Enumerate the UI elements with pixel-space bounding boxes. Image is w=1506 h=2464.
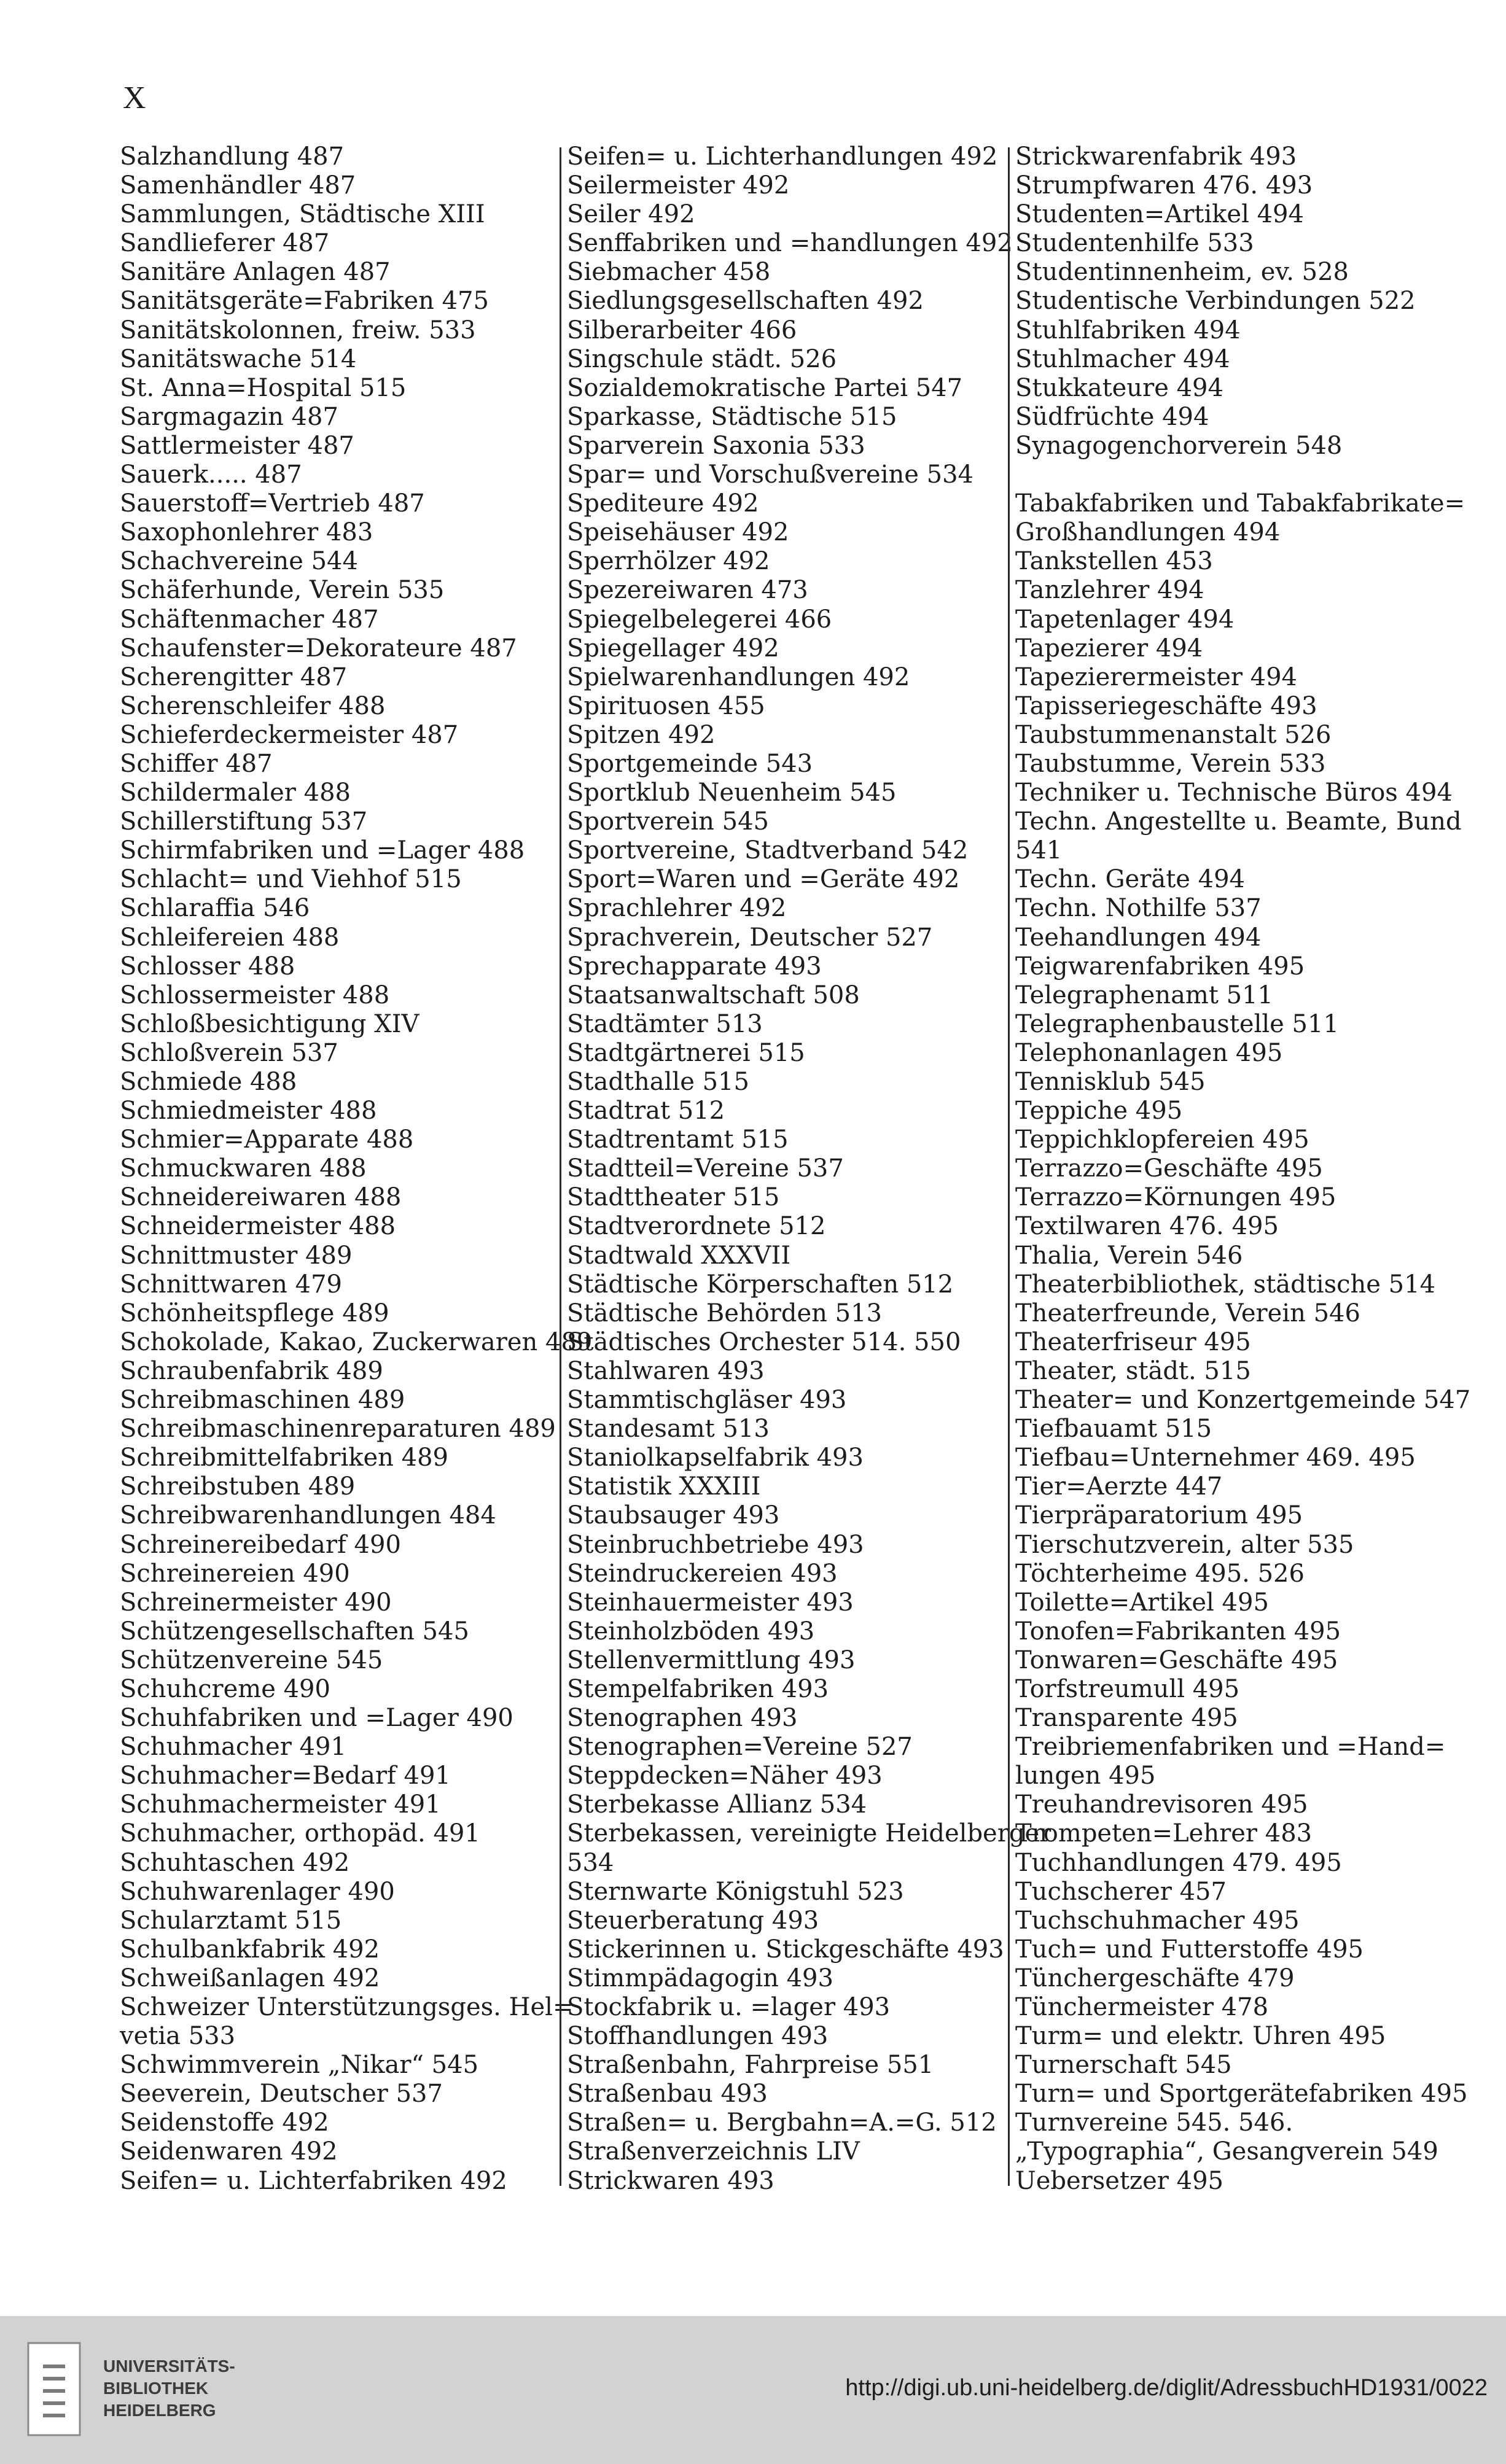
index-entry: Schwimmverein „Nikar“ 545 bbox=[120, 2051, 479, 2080]
index-entry: Strumpfwaren 476. 493 bbox=[1015, 171, 1313, 200]
index-entry: Südfrüchte 494 bbox=[1015, 402, 1209, 431]
index-entry: Seifen= u. Lichterfabriken 492 bbox=[120, 2166, 507, 2195]
index-entry: Sperrhölzer 492 bbox=[567, 547, 770, 576]
index-entry: Staubsauger 493 bbox=[567, 1501, 780, 1530]
index-column-3 bbox=[1015, 142, 1486, 2193]
index-entry: Trompeten=Lehrer 483 bbox=[1015, 1819, 1313, 1848]
index-entry: Standesamt 513 bbox=[567, 1415, 770, 1444]
index-entry: Sportverein 545 bbox=[567, 807, 769, 836]
index-entry: Steuerberatung 493 bbox=[567, 1906, 819, 1935]
index-entry: Schuhwarenlager 490 bbox=[120, 1877, 395, 1906]
index-entry: Schuhmacher=Bedarf 491 bbox=[120, 1762, 451, 1790]
index-entry: Seilermeister 492 bbox=[567, 171, 790, 200]
index-entry: Großhandlungen 494 bbox=[1015, 518, 1281, 547]
index-entry: Straßenverzeichnis LIV bbox=[567, 2137, 860, 2166]
index-entry: Stadtrentamt 515 bbox=[567, 1125, 789, 1154]
index-entry: Schiffer 487 bbox=[120, 749, 273, 778]
index-entry: Stellenvermittlung 493 bbox=[567, 1646, 856, 1674]
index-entry: Schlossermeister 488 bbox=[120, 981, 390, 1009]
index-entry: Teigwarenfabriken 495 bbox=[1015, 952, 1305, 981]
index-entry: Schreibwarenhandlungen 484 bbox=[120, 1501, 496, 1530]
index-entry: Spirituosen 455 bbox=[567, 691, 765, 720]
index-entry: Singschule städt. 526 bbox=[567, 344, 837, 373]
index-entry: Theater= und Konzertgemeinde 547 bbox=[1015, 1386, 1471, 1415]
index-entry: Schneidermeister 488 bbox=[120, 1212, 396, 1241]
index-entry: Teppiche 495 bbox=[1015, 1097, 1183, 1125]
index-entry: Städtische Körperschaften 512 bbox=[567, 1270, 954, 1299]
index-entry: Städtische Behörden 513 bbox=[567, 1299, 883, 1327]
index-entry: Seeverein, Deutscher 537 bbox=[120, 2080, 443, 2108]
index-entry: Schillerstiftung 537 bbox=[120, 807, 368, 836]
index-entry: Tierschutzverein, alter 535 bbox=[1015, 1530, 1354, 1559]
index-entry: Schlaraffia 546 bbox=[120, 894, 310, 923]
index-entry: Schreibmittelfabriken 489 bbox=[120, 1444, 448, 1472]
index-entry: Stempelfabriken 493 bbox=[567, 1674, 829, 1703]
index-entry: Schokolade, Kakao, Zuckerwaren 489 bbox=[120, 1327, 593, 1356]
index-entry: Schützengesellschaften 545 bbox=[120, 1617, 469, 1646]
index-entry: Tennisklub 545 bbox=[1015, 1068, 1206, 1096]
index-entry: Schularztamt 515 bbox=[120, 1906, 342, 1935]
index-entry: Techn. Nothilfe 537 bbox=[1015, 894, 1262, 923]
index-entry: Teehandlungen 494 bbox=[1015, 923, 1262, 952]
index-entry: Turnerschaft 545 bbox=[1015, 2051, 1232, 2080]
index-entry: Tuchschuhmacher 495 bbox=[1015, 1906, 1300, 1935]
index-entry: Strickwaren 493 bbox=[567, 2166, 774, 2195]
index-entry: Sportvereine, Stadtverband 542 bbox=[567, 836, 969, 865]
index-entry: Schmiedmeister 488 bbox=[120, 1097, 377, 1125]
index-entry: Taubstummenanstalt 526 bbox=[1015, 720, 1332, 749]
index-entry: Speisehäuser 492 bbox=[567, 518, 789, 547]
index-entry: Turm= und elektr. Uhren 495 bbox=[1015, 2022, 1386, 2051]
index-entry: Techn. Geräte 494 bbox=[1015, 865, 1246, 894]
index-entry: Steindruckereien 493 bbox=[567, 1559, 838, 1588]
index-entry: Telegraphenamt 511 bbox=[1015, 981, 1273, 1009]
index-entry: Schmier=Apparate 488 bbox=[120, 1125, 414, 1154]
index-entry: Uebersetzer 495 bbox=[1015, 2166, 1223, 2195]
index-entry: Silberarbeiter 466 bbox=[567, 316, 797, 344]
index-entry: Spediteure 492 bbox=[567, 489, 759, 518]
index-entry: Sprechapparate 493 bbox=[567, 952, 822, 981]
page-number: X bbox=[123, 80, 147, 115]
index-entry: Theaterfreunde, Verein 546 bbox=[1015, 1299, 1360, 1327]
index-entry: Tierpräparatorium 495 bbox=[1015, 1501, 1303, 1530]
index-entry: Stenographen 493 bbox=[567, 1704, 798, 1733]
index-entry: Sanitätsgeräte=Fabriken 475 bbox=[120, 287, 489, 316]
index-entry: Töchterheime 495. 526 bbox=[1015, 1559, 1305, 1588]
index-entry: Spezereiwaren 473 bbox=[567, 576, 808, 605]
index-entry: Tuchscherer 457 bbox=[1015, 1877, 1227, 1906]
index-entry: Schleifereien 488 bbox=[120, 923, 340, 952]
index-entry: Sandlieferer 487 bbox=[120, 229, 330, 258]
index-entry: Schraubenfabrik 489 bbox=[120, 1356, 383, 1385]
index-entry: Theaterbibliothek, städtische 514 bbox=[1015, 1270, 1436, 1299]
index-entry: Tonwaren=Geschäfte 495 bbox=[1015, 1646, 1338, 1674]
index-entry: Studentinnenheim, ev. 528 bbox=[1015, 258, 1349, 287]
index-entry: Turn= und Sportgerätefabriken 495 bbox=[1015, 2080, 1468, 2108]
index-entry: Thalia, Verein 546 bbox=[1015, 1241, 1243, 1270]
index-entry: Stadtgärtnerei 515 bbox=[567, 1038, 805, 1067]
index-entry: Stoffhandlungen 493 bbox=[567, 2022, 829, 2051]
index-entry: Sozialdemokratische Partei 547 bbox=[567, 373, 963, 402]
index-entry: Siedlungsgesellschaften 492 bbox=[567, 287, 924, 316]
index-entry: Theater, städt. 515 bbox=[1015, 1356, 1251, 1385]
index-entry: Spar= und Vorschußvereine 534 bbox=[567, 461, 973, 489]
index-entry: vetia 533 bbox=[120, 2022, 236, 2051]
index-entry: Scherenschleifer 488 bbox=[120, 691, 386, 720]
index-entry: Schildermaler 488 bbox=[120, 779, 351, 807]
library-logo-icon bbox=[17, 2334, 91, 2445]
index-entry: Stadtrat 512 bbox=[567, 1097, 725, 1125]
index-entry: Schloßverein 537 bbox=[120, 1038, 338, 1067]
index-entry: Stockfabrik u. =lager 493 bbox=[567, 1993, 891, 2021]
index-entry: Schreibmaschinen 489 bbox=[120, 1386, 405, 1415]
index-entry: Stukkateure 494 bbox=[1015, 373, 1223, 402]
index-entry: Schnittmuster 489 bbox=[120, 1241, 353, 1270]
index-entry: Stadtverordnete 512 bbox=[567, 1212, 826, 1241]
index-entry: Tuch= und Futterstoffe 495 bbox=[1015, 1935, 1364, 1964]
index-entry: Schreinermeister 490 bbox=[120, 1588, 392, 1617]
index-entry: Stammtischgläser 493 bbox=[567, 1386, 847, 1415]
index-entry: Terrazzo=Geschäfte 495 bbox=[1015, 1154, 1323, 1183]
index-entry: Schuhmachermeister 491 bbox=[120, 1790, 441, 1819]
index-entry: Staatsanwaltschaft 508 bbox=[567, 981, 860, 1009]
index-entry: Tiefbau=Unternehmer 469. 495 bbox=[1015, 1444, 1416, 1472]
index-entry: Schweißanlagen 492 bbox=[120, 1964, 380, 1992]
index-entry: Schützenvereine 545 bbox=[120, 1646, 383, 1674]
index-entry: Schlacht= und Viehhof 515 bbox=[120, 865, 462, 894]
index-entry: Taubstumme, Verein 533 bbox=[1015, 749, 1326, 778]
index-entry: Theaterfriseur 495 bbox=[1015, 1327, 1251, 1356]
index-entry: Schneidereiwaren 488 bbox=[120, 1183, 402, 1212]
index-entry: Spielwarenhandlungen 492 bbox=[567, 663, 910, 691]
index-entry: Siebmacher 458 bbox=[567, 258, 771, 287]
index-entry: Stimmpädagogin 493 bbox=[567, 1964, 833, 1992]
index-entry: Sterbekassen, vereinigte Heidelberger bbox=[567, 1819, 1051, 1848]
index-entry: Schweizer Unterstützungsges. Hel= bbox=[120, 1993, 574, 2021]
index-entry: Schuhtaschen 492 bbox=[120, 1848, 350, 1877]
index-entry: Sterbekasse Allianz 534 bbox=[567, 1790, 867, 1819]
index-entry: Samenhändler 487 bbox=[120, 171, 356, 200]
index-entry: Schuhmacher 491 bbox=[120, 1733, 346, 1762]
index-entry: Senffabriken und =handlungen 492 bbox=[567, 229, 1013, 258]
index-entry: Scherengitter 487 bbox=[120, 663, 348, 691]
library-name bbox=[103, 2355, 235, 2422]
index-entry: Tünchergeschäfte 479 bbox=[1015, 1964, 1295, 1992]
index-entry: Schäferhunde, Verein 535 bbox=[120, 576, 445, 605]
index-entry: Sauerk..... 487 bbox=[120, 461, 302, 489]
index-entry: Torfstreumull 495 bbox=[1015, 1674, 1240, 1703]
index-entry: Synagogenchorverein 548 bbox=[1015, 431, 1343, 460]
index-entry: Schlosser 488 bbox=[120, 952, 295, 981]
index-entry: Tiefbauamt 515 bbox=[1015, 1415, 1212, 1444]
index-entry: Spiegellager 492 bbox=[567, 634, 779, 663]
index-entry: Seidenstoffe 492 bbox=[120, 2108, 329, 2137]
index-entry: Sparverein Saxonia 533 bbox=[567, 431, 865, 460]
index-entry: Schmuckwaren 488 bbox=[120, 1154, 367, 1183]
index-entry: Schieferdeckermeister 487 bbox=[120, 720, 459, 749]
index-entry: Schuhmacher, orthopäd. 491 bbox=[120, 1819, 480, 1848]
index-entry: Sanitäre Anlagen 487 bbox=[120, 258, 391, 287]
index-entry: Sargmagazin 487 bbox=[120, 402, 338, 431]
index-entry: Straßenbau 493 bbox=[567, 2080, 768, 2108]
index-entry: Sprachlehrer 492 bbox=[567, 894, 787, 923]
index-entry: Stadtwald XXXVII bbox=[567, 1241, 791, 1270]
index-entry: Seifen= u. Lichterhandlungen 492 bbox=[567, 142, 998, 171]
index-entry: Toilette=Artikel 495 bbox=[1015, 1588, 1269, 1617]
library-footer bbox=[0, 2316, 1506, 2464]
index-entry: Stahlwaren 493 bbox=[567, 1356, 765, 1385]
library-name-line: HEIDELBERG bbox=[103, 2401, 216, 2420]
index-entry: Tünchermeister 478 bbox=[1015, 1993, 1269, 2021]
index-entry: Sattlermeister 487 bbox=[120, 431, 354, 460]
index-entry: Tapezierermeister 494 bbox=[1015, 663, 1298, 691]
index-entry: Stickerinnen u. Stickgeschäfte 493 bbox=[567, 1935, 1004, 1964]
index-entry: Stadtteil=Vereine 537 bbox=[567, 1154, 844, 1183]
index-entry: 534 bbox=[567, 1848, 614, 1877]
index-entry: Staniolkapselfabrik 493 bbox=[567, 1444, 864, 1472]
index-entry: Schaufenster=Dekorateure 487 bbox=[120, 634, 517, 663]
index-entry: Transparente 495 bbox=[1015, 1704, 1238, 1733]
index-entry: Sport=Waren und =Geräte 492 bbox=[567, 865, 960, 894]
index-entry: Sparkasse, Städtische 515 bbox=[567, 402, 897, 431]
index-entry: Studentenhilfe 533 bbox=[1015, 229, 1254, 258]
index-entry: Sportgemeinde 543 bbox=[567, 749, 813, 778]
index-entry: Schreibstuben 489 bbox=[120, 1472, 356, 1501]
index-entry: Sanitätskolonnen, freiw. 533 bbox=[120, 316, 476, 344]
index-entry: Schönheitspflege 489 bbox=[120, 1299, 389, 1327]
index-entry: Stuhlmacher 494 bbox=[1015, 344, 1230, 373]
index-entry: Tapisseriegeschäfte 493 bbox=[1015, 691, 1317, 720]
column-divider-1 bbox=[560, 147, 561, 2186]
index-entry: Tier=Aerzte 447 bbox=[1015, 1472, 1223, 1501]
index-entry: Sportklub Neuenheim 545 bbox=[567, 779, 897, 807]
index-entry: St. Anna=Hospital 515 bbox=[120, 373, 407, 402]
index-entry: Treuhandrevisoren 495 bbox=[1015, 1790, 1308, 1819]
index-entry: Techn. Angestellte u. Beamte, Bund bbox=[1015, 807, 1462, 836]
index-entry: Textilwaren 476. 495 bbox=[1015, 1212, 1279, 1241]
index-entry: Straßenbahn, Fahrpreise 551 bbox=[567, 2051, 934, 2080]
index-entry: Straßen= u. Bergbahn=A.=G. 512 bbox=[567, 2108, 997, 2137]
index-entry: Schuhfabriken und =Lager 490 bbox=[120, 1704, 513, 1733]
index-entry: Schuhcreme 490 bbox=[120, 1674, 330, 1703]
index-entry: Telegraphenbaustelle 511 bbox=[1015, 1009, 1339, 1038]
index-entry: Spiegelbelegerei 466 bbox=[567, 605, 832, 634]
index-entry: Städtisches Orchester 514. 550 bbox=[567, 1327, 961, 1356]
index-entry: Schmiede 488 bbox=[120, 1068, 297, 1096]
index-entry: lungen 495 bbox=[1015, 1762, 1156, 1790]
index-entry: Stadtämter 513 bbox=[567, 1009, 763, 1038]
index-entry: Schäftenmacher 487 bbox=[120, 605, 379, 634]
index-entry: Studentische Verbindungen 522 bbox=[1015, 287, 1416, 316]
index-entry: Tankstellen 453 bbox=[1015, 547, 1213, 576]
index-entry: Statistik XXXIII bbox=[567, 1472, 761, 1501]
index-entry: Schulbankfabrik 492 bbox=[120, 1935, 380, 1964]
index-entry: Sammlungen, Städtische XIII bbox=[120, 200, 485, 229]
column-divider-2 bbox=[1008, 147, 1010, 2186]
index-entry: Tapezierer 494 bbox=[1015, 634, 1203, 663]
index-entry: 541 bbox=[1015, 836, 1063, 865]
index-entry: Stadttheater 515 bbox=[567, 1183, 780, 1212]
index-entry: Schirmfabriken und =Lager 488 bbox=[120, 836, 525, 865]
index-entry: Tuchhandlungen 479. 495 bbox=[1015, 1848, 1342, 1877]
index-columns bbox=[120, 142, 1486, 2193]
index-entry: Techniker u. Technische Büros 494 bbox=[1015, 779, 1453, 807]
index-entry: Stuhlfabriken 494 bbox=[1015, 316, 1241, 344]
source-url-link[interactable]: http://digi.ub.uni-heidelberg.de/diglit/AdressbuchHD1931/0022 bbox=[845, 2375, 1488, 2401]
section-gap bbox=[1015, 461, 1486, 489]
index-entry: Steinholzböden 493 bbox=[567, 1617, 815, 1646]
index-entry: Seidenwaren 492 bbox=[120, 2137, 338, 2166]
library-name-line: BIBLIOTHEK bbox=[103, 2379, 209, 2398]
index-entry: Salzhandlung 487 bbox=[120, 142, 345, 171]
index-entry: Spitzen 492 bbox=[567, 720, 716, 749]
index-entry: Steinbruchbetriebe 493 bbox=[567, 1530, 864, 1559]
index-entry: Tapetenlager 494 bbox=[1015, 605, 1235, 634]
index-entry: Sanitätswache 514 bbox=[120, 344, 357, 373]
index-entry: Seiler 492 bbox=[567, 200, 695, 229]
index-entry: Sauerstoff=Vertrieb 487 bbox=[120, 489, 425, 518]
index-entry: Stenographen=Vereine 527 bbox=[567, 1733, 913, 1762]
index-entry: Steinhauermeister 493 bbox=[567, 1588, 854, 1617]
index-entry: Steppdecken=Näher 493 bbox=[567, 1762, 883, 1790]
index-entry: Treibriemenfabriken und =Hand= bbox=[1015, 1733, 1446, 1762]
index-entry: Schachvereine 544 bbox=[120, 547, 358, 576]
index-entry: Tabakfabriken und Tabakfabrikate= bbox=[1015, 489, 1465, 518]
index-entry: „Typographia“, Gesangverein 549 bbox=[1015, 2137, 1438, 2166]
index-entry: Schreinereien 490 bbox=[120, 1559, 350, 1588]
index-entry: Strickwarenfabrik 493 bbox=[1015, 142, 1297, 171]
index-entry: Schreibmaschinenreparaturen 489 bbox=[120, 1415, 556, 1444]
index-entry: Studenten=Artikel 494 bbox=[1015, 200, 1304, 229]
index-entry: Tanzlehrer 494 bbox=[1015, 576, 1204, 605]
index-entry: Schloßbesichtigung XIV bbox=[120, 1009, 419, 1038]
index-entry: Stadthalle 515 bbox=[567, 1068, 749, 1096]
index-entry: Sprachverein, Deutscher 527 bbox=[567, 923, 933, 952]
index-entry: Tonofen=Fabrikanten 495 bbox=[1015, 1617, 1341, 1646]
index-entry: Turnvereine 545. 546. bbox=[1015, 2108, 1293, 2137]
index-entry: Telephonanlagen 495 bbox=[1015, 1038, 1283, 1067]
library-name-line: UNIVERSITÄTS- bbox=[103, 2357, 235, 2376]
index-entry: Terrazzo=Körnungen 495 bbox=[1015, 1183, 1336, 1212]
index-entry: Schreinereibedarf 490 bbox=[120, 1530, 401, 1559]
index-entry: Teppichklopfereien 495 bbox=[1015, 1125, 1309, 1154]
index-entry: Schnittwaren 479 bbox=[120, 1270, 342, 1299]
index-entry: Saxophonlehrer 483 bbox=[120, 518, 373, 547]
index-entry: Sternwarte Königstuhl 523 bbox=[567, 1877, 904, 1906]
